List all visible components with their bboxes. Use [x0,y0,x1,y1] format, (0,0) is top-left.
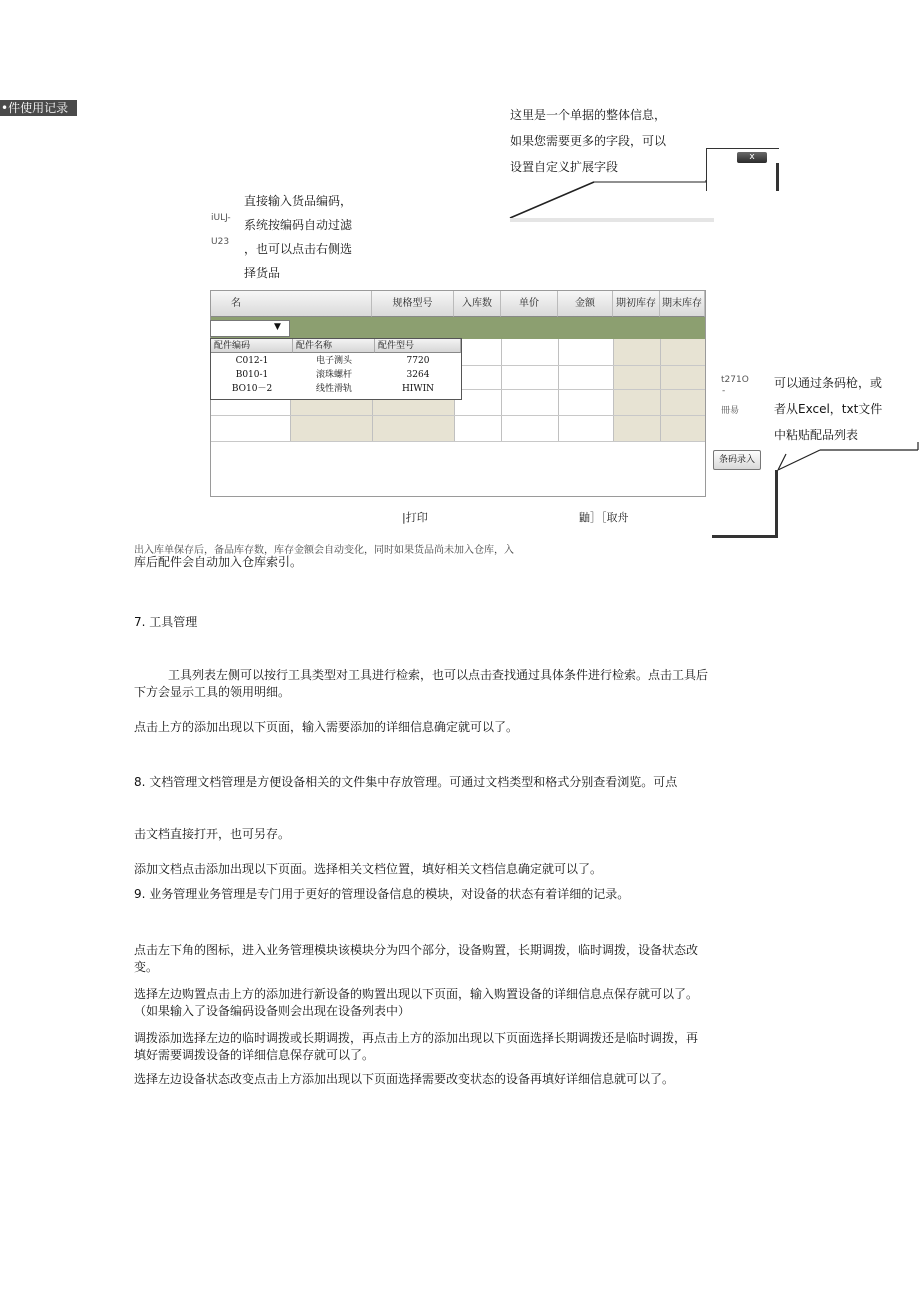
grid-header-qty: 入库数 [454,291,501,317]
section-9-para1-b: 变。 [134,960,159,974]
section-9-para3-b: 填好需要调拨设备的详细信息保存就可以了。 [134,1048,375,1062]
side-code-b: U23 [211,237,230,247]
right-code-b: - [722,386,726,396]
section-9-para1-a: 点击左下角的图标，进入业务管理模块该模块分为四个部分，设备购置，长期调拨，临时调拨，设备状态改 [134,943,699,957]
section-9-para3-a: 调拨添加选择左边的临时调拨或长期调拨，再点击上方的添加出现以下页面选择长期调拨还是临时调拨，再 [134,1031,699,1045]
right-panel-border [712,470,778,538]
section-7-title: 7. 工具管理 [134,615,198,629]
grid-header-open-stock: 期初库存 [613,291,660,317]
section-7-para1-a: 工具列表左侧可以按行工具类型对工具进行检索，也可以点击查找通过具体条件进行检索。点击工具后 [168,668,709,682]
grid-row-line [211,441,705,442]
grid-header-name: 名 [211,291,372,317]
grid-header-price: 单价 [501,291,558,317]
print-button[interactable]: |打印 [402,511,428,524]
callout-top-line1: 这里是一个单据的整体信息， [510,108,667,122]
item-picker-popup [210,338,462,400]
side-code-a: iULJ- [211,213,231,223]
grid-header-amount: 金额 [558,291,613,317]
callout-top-line3: 设置自定义扩展字段 [510,160,619,174]
note-continued: 库后配件会自动加入仓库索引。 [134,555,303,569]
section-8-cont: 击文档直接打开，也可另存。 [134,827,291,841]
callout-right-line2: 者从Excel，txt文件 [774,402,883,416]
section-8-line: 8. 文档管理文档管理是方便设备相关的文件集中存放管理。可通过文档类型和格式分别查看浏览。可点 [134,775,678,789]
popup-row-1-name[interactable]: 电子测头 [315,356,352,366]
callout-left-line1: 直接输入货品编码， [244,194,353,208]
popup-row-2-model[interactable]: 3264 [406,370,430,380]
grid-col-line [613,339,614,441]
popup-row-1-model[interactable]: 7720 [406,356,430,366]
section-7-para2: 点击上方的添加出现以下页面，输入需要添加的详细信息确定就可以了。 [134,720,519,734]
popup-header-code: 配件编码 [211,339,293,353]
section-tag: •件使用记录 [0,100,77,116]
dropdown-arrow-icon[interactable]: ▼ [274,322,281,332]
grid-col-line [558,339,559,441]
grid-col-line [501,339,502,441]
popup-row-2-code[interactable]: B010-1 [235,370,269,380]
callout-left-line3: ，也可以点击右侧选 [244,242,353,256]
grid-row-line [211,415,705,416]
grid-shade-stock [613,339,705,441]
callout-right-line3: 中粘贴配品列表 [774,428,859,442]
section-8-para2: 添加文档点击添加出现以下页面。选择相关文档位置，填好相关文档信息确定就可以了。 [134,862,603,876]
callout-top [506,100,716,222]
save-cancel-buttons[interactable]: 鼬］［取舟 [579,511,629,524]
popup-row-3-model[interactable]: HIWIN [401,384,435,394]
window-titlebar [706,148,779,191]
close-button[interactable]: x [737,152,767,163]
right-code-a: t271O [721,375,749,385]
popup-header-name: 配件名称 [293,339,375,353]
barcode-entry-button[interactable]: 条码录入 [713,450,761,470]
callout-left-line2: 系统按编码自动过滤 [244,218,353,232]
section-9-para2-b: （如果输入了设备编码设备则会出现在设备列表中） [134,1004,411,1018]
popup-row-2-name[interactable]: 滚珠螺杆 [315,370,352,380]
grid-header-close-stock: 期末库存 [660,291,705,317]
callout-right-line1: 可以通过条码枪，或 [774,376,883,390]
grid-header-spec: 规格型号 [372,291,454,317]
grid-col-line [660,339,661,441]
popup-row-3-code[interactable]: BO10－2 [231,384,273,394]
callout-top-line2: 如果您需要更多的字段，可以 [510,134,667,148]
popup-row-3-name[interactable]: 线性滑轨 [315,384,352,394]
section-9-para2-a: 选择左边购置点击上方的添加进行新设备的购置出现以下页面，输入购置设备的详细信息点保存就可以了。 [134,987,699,1001]
section-7-para1-b: 下方会显示工具的领用明细。 [134,685,291,699]
note-small: 出入库单保存后，备品库存数，库存金额会自动变化，同时如果货品尚未加入仓库，入 [134,545,514,556]
window-right-border [776,163,779,191]
callout-left-line4: 择货品 [244,266,281,280]
right-panel-line [776,470,777,538]
section-9-line: 9. 业务管理业务管理是专门用于更好的管理设备信息的模块，对设备的状态有着详细的记录。 [134,887,630,901]
right-code-c: 冊昜 [721,406,740,416]
popup-row-1-code[interactable]: C012-1 [235,356,269,366]
section-9-para4: 选择左边设备状态改变点击上方添加出现以下页面选择需要改变状态的设备再填好详细信息就可以了。 [134,1072,675,1086]
popup-header-model: 配件型号 [375,339,461,353]
callout-right [760,366,920,472]
